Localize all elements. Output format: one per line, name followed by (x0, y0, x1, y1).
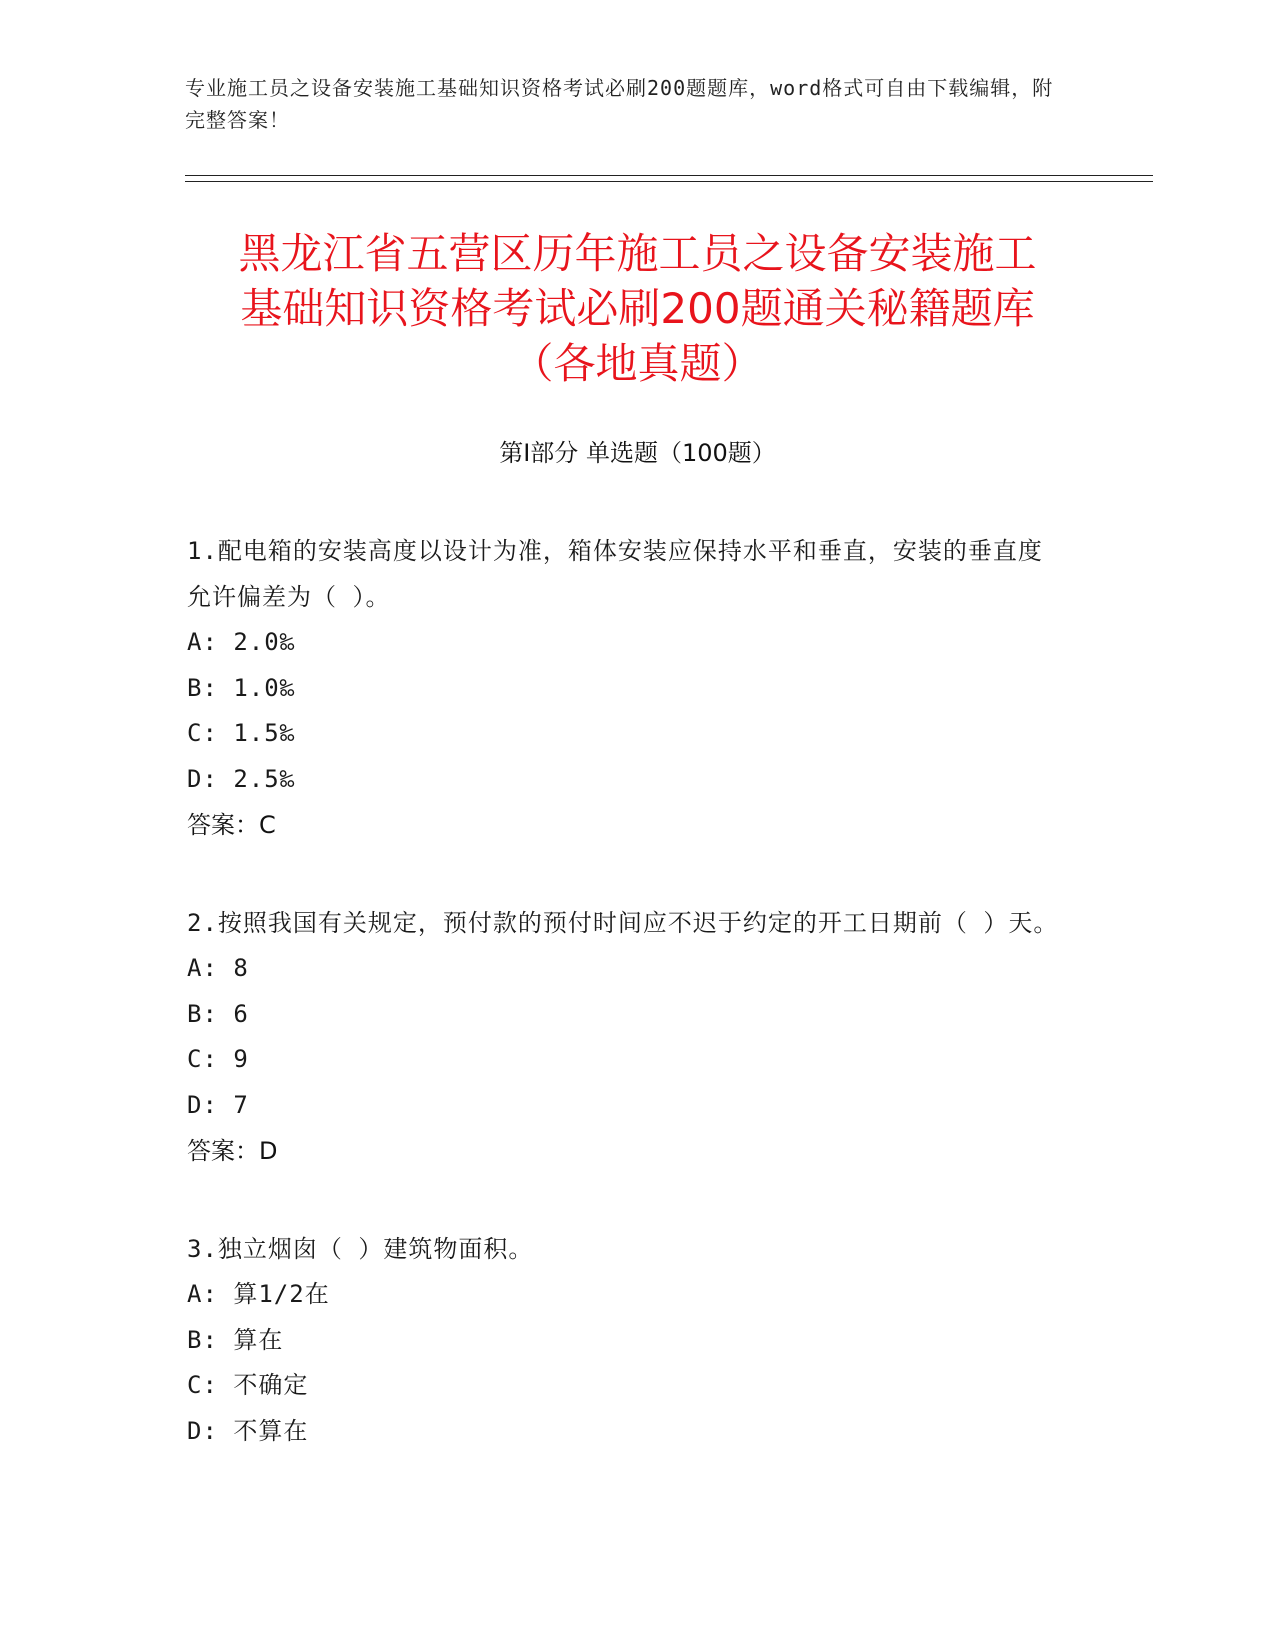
option-a: A: 2.0‰ (187, 628, 296, 656)
option-a: A: 8 (187, 954, 249, 982)
option-b: B: 6 (187, 999, 249, 1028)
option-d: D: 7 (187, 1090, 249, 1119)
option-c: C: 1.5‰ (187, 719, 296, 747)
header-divider-bottom (185, 181, 1153, 182)
question-stem: 3.独立烟囱（ ）建筑物面积。 (187, 1235, 534, 1263)
section-heading: 第Ⅰ部分 单选题（100题） (499, 439, 776, 467)
header-divider-top (185, 175, 1153, 176)
header-note: 专业施工员之设备安装施工基础知识资格考试必刷200题题库，word格式可自由下载编辑，附完整答案！ (185, 76, 1054, 132)
question-stem: 1.配电箱的安装高度以设计为准，箱体安装应保持水平和垂直，安装的垂直度允许偏差为（ ）。 (187, 537, 1043, 611)
question-3 (187, 1226, 1067, 1454)
option-c: C: 不确定 (187, 1371, 309, 1399)
option-d: D: 不算在 (187, 1416, 309, 1445)
question-list (187, 528, 1067, 1506)
option-a: A: 算1/2在 (187, 1280, 330, 1308)
document-title-line-3: （各地真题） (511, 339, 764, 388)
option-c: C: 9 (187, 1045, 249, 1073)
option-b: B: 1.0‰ (187, 673, 296, 702)
question-stem: 2.按照我国有关规定，预付款的预付时间应不迟于约定的开工日期前（ ）天。 (187, 909, 1059, 937)
question-1 (187, 528, 1067, 848)
option-d: D: 2.5‰ (187, 764, 296, 793)
answer-label: 答案：C (187, 811, 276, 839)
document-title (150, 226, 1125, 391)
document-title-line-1: 黑龙江省五营区历年施工员之设备安装施工 (238, 229, 1037, 278)
answer-label: 答案：D (187, 1137, 278, 1165)
document-title-line-2: 基础知识资格考试必刷200题通关秘籍题库 (240, 284, 1035, 333)
option-b: B: 算在 (187, 1325, 284, 1354)
question-2 (187, 900, 1067, 1174)
